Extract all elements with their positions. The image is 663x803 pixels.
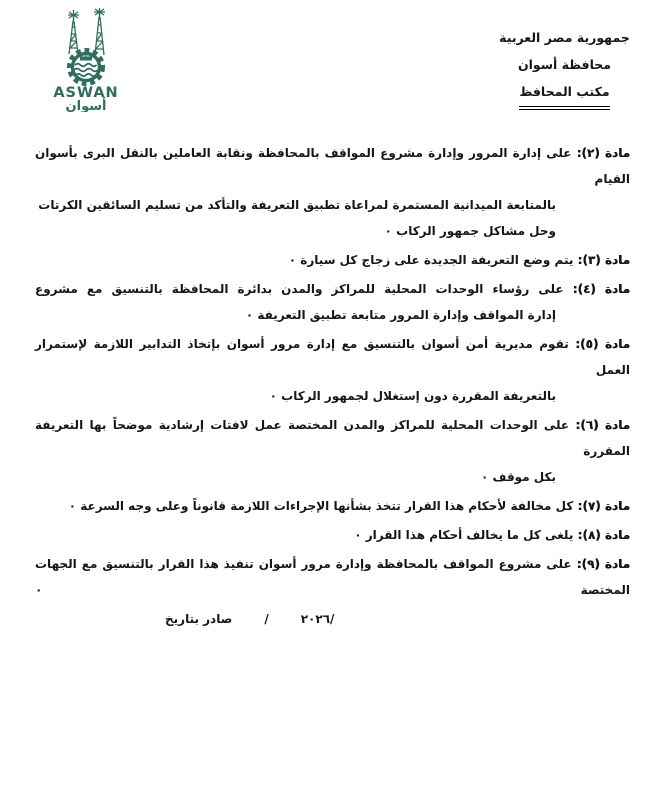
article-line: إدارة المواقف وإدارة المرور متابعة تطبيق التعريفة ٠ bbox=[245, 308, 556, 322]
article-9 bbox=[35, 551, 630, 603]
gov-line-governorate: محافظة أسوان bbox=[517, 57, 612, 72]
article-line: بالتعريفة المقررة دون إستغلال لجمهور الركاب ٠ bbox=[269, 389, 556, 403]
article-text: كل مخالفة لأحكام هذا القرار تتخذ بشأنها الإجراءات اللازمة قانوناً وعلى وجه السرعة ٠ bbox=[68, 499, 574, 513]
article-6 bbox=[35, 412, 630, 490]
article-text: على إدارة المرور وإدارة مشروع المواقف بالمحافظة ونقابة العاملين بالنقل البرى بأسوان القيام bbox=[35, 146, 630, 186]
issued-year: /٢٠٢٦ bbox=[300, 612, 335, 626]
letterhead bbox=[0, 0, 663, 116]
article-2 bbox=[35, 140, 630, 244]
article-label: مادة (٦): bbox=[575, 418, 631, 432]
article-line bbox=[35, 522, 630, 548]
articles-section bbox=[0, 140, 663, 632]
article-label: مادة (٢): bbox=[576, 146, 630, 160]
article-line bbox=[35, 331, 630, 383]
issued-day-month-slash: / bbox=[264, 612, 269, 626]
article-text: يلغى كل ما يخالف أحكام هذا القرار ٠ bbox=[354, 528, 574, 542]
issued-label: صادر بتاريخ bbox=[165, 612, 233, 626]
article-label: مادة (٤): bbox=[572, 282, 630, 296]
article-line: وحل مشاكل جمهور الركاب ٠ bbox=[384, 224, 556, 238]
gov-line-office bbox=[482, 78, 647, 110]
article-text: تقوم مديرية أمن أسوان بالتنسيق مع إدارة مرور أسوان بإتخاذ التدابير اللازمة لإستمرار العمل bbox=[35, 337, 630, 377]
article-line bbox=[35, 247, 630, 273]
article-line bbox=[35, 493, 630, 519]
logo-text-ar: أسوان bbox=[65, 99, 107, 112]
article-4 bbox=[35, 276, 630, 328]
article-line bbox=[35, 276, 630, 302]
article-3 bbox=[35, 247, 630, 273]
article-line bbox=[35, 412, 630, 464]
aswan-logo bbox=[40, 8, 132, 116]
article-line: بالمتابعة الميدانية المستمرة لمراعاة تطبيق التعريفة والتأكد من تسليم السائقين الكرتات bbox=[38, 198, 556, 212]
article-label: مادة (٥): bbox=[575, 337, 630, 351]
article-line: بكل موقف ٠ bbox=[481, 470, 556, 484]
article-label: مادة (٧): bbox=[577, 499, 630, 513]
gov-line-country: جمهورية مصر العربية bbox=[499, 30, 630, 45]
article-line bbox=[35, 140, 630, 192]
article-text: على رؤساء الوحدات المحلية للمراكز والمدن بدائرة المحافظة بالتنسيق مع مشروع bbox=[35, 282, 564, 296]
article-8 bbox=[35, 522, 630, 548]
aswan-logo-icon bbox=[40, 8, 132, 112]
article-text: على الوحدات المحلية للمراكز والمدن المختصة عمل لافتات إرشادية موضحاً بها التعريفة المقررة bbox=[35, 418, 630, 458]
logo-text-en: ASWAN bbox=[53, 85, 119, 101]
issued-date-line bbox=[165, 606, 630, 632]
article-text: يتم وضع التعريفة الجديدة على زجاج كل سيارة ٠ bbox=[288, 253, 574, 267]
article-text: على مشروع المواقف بالمحافظة وإدارة مرور أسوان تنفيذ هذا القرار بالتنسيق مع الجهات المختصة ٠ bbox=[35, 557, 630, 597]
gov-office-underlined: مكتب المحافظ bbox=[519, 78, 609, 110]
article-label: مادة (٨): bbox=[577, 528, 630, 542]
article-7 bbox=[35, 493, 630, 519]
gov-header bbox=[482, 24, 647, 110]
article-label: مادة (٣): bbox=[577, 253, 630, 267]
article-line bbox=[35, 551, 630, 603]
article-5 bbox=[35, 331, 630, 409]
article-label: مادة (٩): bbox=[576, 557, 630, 571]
